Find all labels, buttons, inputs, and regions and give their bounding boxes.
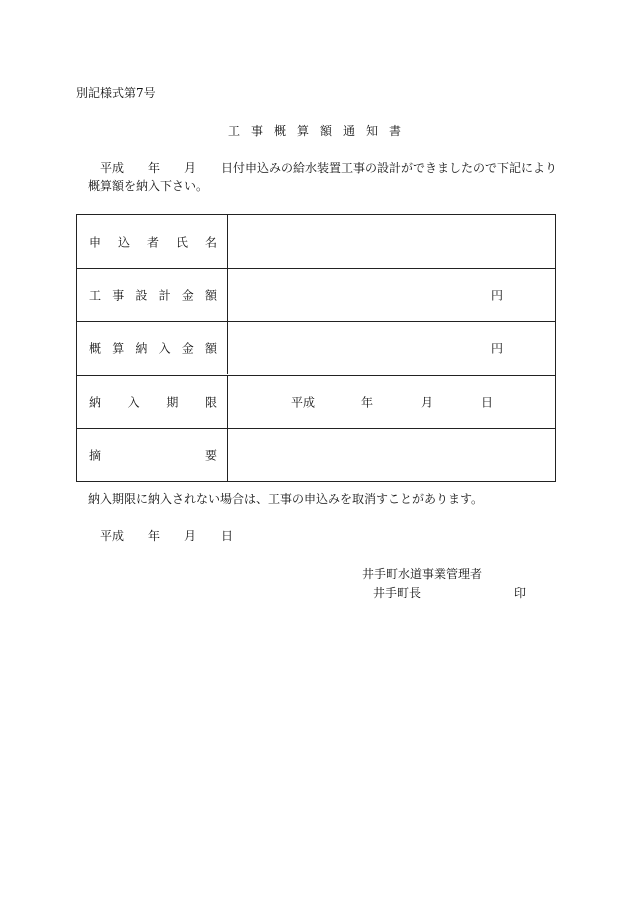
intro-line2: 概算額を納入下さい。 — [88, 179, 209, 193]
label-character: 金 — [181, 288, 194, 303]
label-character: 期 — [166, 395, 179, 410]
estimated-amount-unit: 円 — [491, 341, 504, 356]
label-character: 入 — [127, 395, 140, 410]
form-number: 別記様式第7号 — [76, 86, 156, 100]
label-cell — [77, 322, 227, 374]
deadline-month: 月 — [421, 395, 434, 410]
label-character: 限 — [204, 395, 217, 410]
label-character: 納 — [135, 341, 148, 356]
label-character: 名 — [204, 235, 217, 249]
label-character: 額 — [204, 341, 217, 356]
label-cell — [77, 429, 227, 481]
label-character: 氏 — [175, 235, 188, 249]
deadline-era: 平成 — [291, 395, 316, 410]
issue-date-year: 年 — [148, 529, 161, 543]
label-character: 概 — [89, 341, 102, 356]
column-divider — [227, 376, 228, 428]
label-cell — [77, 376, 227, 428]
column-divider — [227, 215, 228, 268]
deadline-label — [89, 394, 217, 411]
label-character: 摘 — [89, 448, 102, 463]
issue-date-day: 日 — [221, 529, 234, 543]
column-divider — [227, 322, 228, 374]
label-character: 要 — [204, 448, 217, 463]
remarks-label — [89, 447, 217, 464]
table-row-applicant — [77, 215, 555, 268]
table-row-remarks — [77, 428, 555, 481]
table-row-design-amount — [77, 268, 555, 321]
issuer-organization: 井手町水道事業管理者 — [362, 567, 483, 581]
label-character: 者 — [146, 235, 159, 249]
issue-date-era: 平成 — [100, 529, 125, 543]
seal-mark: 印 — [514, 586, 527, 600]
column-divider — [227, 269, 228, 321]
label-character: 額 — [204, 288, 217, 303]
label-character: 込 — [117, 235, 130, 249]
label-character: 申 — [89, 235, 102, 249]
label-character: 工 — [89, 288, 102, 303]
table-row-estimated-amount — [77, 321, 555, 374]
design-amount-label — [89, 287, 217, 304]
table-row-deadline — [77, 375, 555, 428]
intro-year: 年 — [148, 161, 161, 175]
intro-sentence: 日付申込みの給水装置工事の設計ができましたので下記により — [221, 161, 558, 175]
deadline-year: 年 — [361, 395, 374, 410]
label-character: 設 — [135, 288, 148, 303]
applicant-name-label — [89, 233, 217, 250]
issue-date-month: 月 — [184, 529, 197, 543]
label-character: 算 — [112, 341, 125, 356]
label-character: 計 — [158, 288, 171, 303]
label-character: 入 — [158, 341, 171, 356]
application-table — [76, 214, 556, 482]
cancellation-notice: 納入期限に納入されない場合は、工事の申込みを取消すことがあります。 — [88, 492, 484, 506]
intro-month: 月 — [184, 161, 197, 175]
label-character: 事 — [112, 288, 125, 303]
label-character: 金 — [181, 341, 194, 356]
deadline-day: 日 — [481, 395, 494, 410]
intro-era: 平成 — [100, 161, 125, 175]
estimated-amount-label — [89, 340, 217, 357]
label-cell — [77, 215, 227, 268]
column-divider — [227, 429, 228, 481]
issuer-name: 井手町長 — [373, 586, 422, 600]
label-cell — [77, 269, 227, 321]
label-character: 納 — [89, 395, 102, 410]
document-title: 工事概算額通知書 — [228, 124, 413, 138]
design-amount-unit: 円 — [491, 288, 504, 303]
